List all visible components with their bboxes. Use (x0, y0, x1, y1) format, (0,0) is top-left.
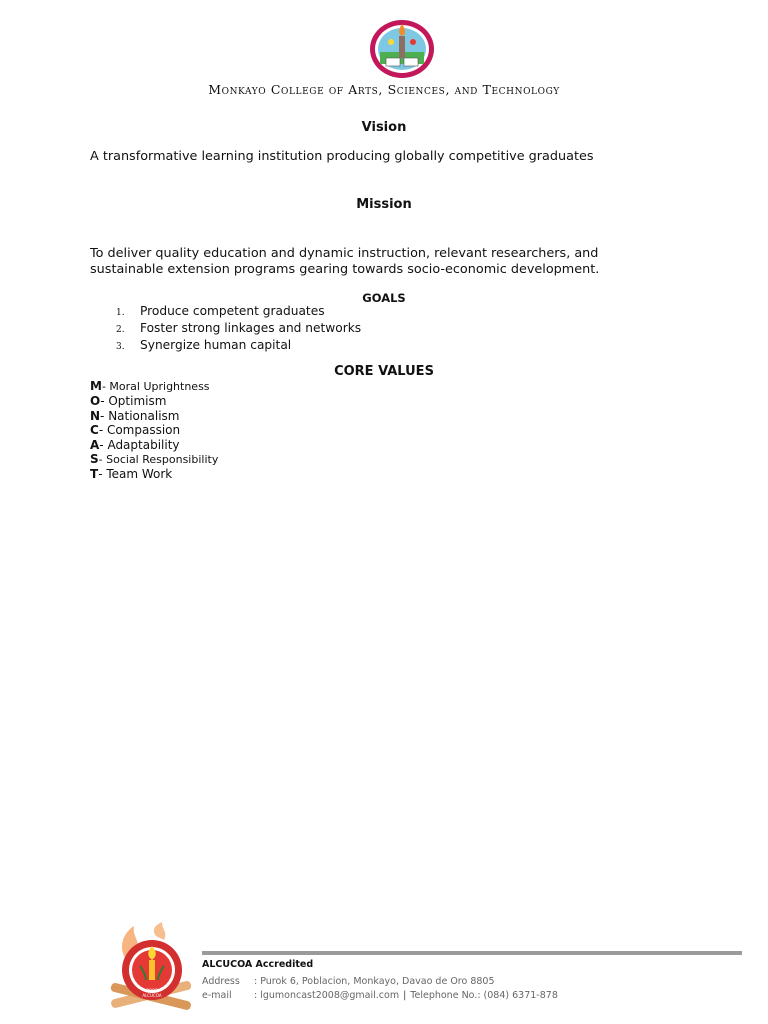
core-value-item (90, 379, 218, 394)
core-value-item (90, 452, 218, 467)
core-value-item (90, 438, 218, 452)
core-value-text: - Moral Uprightness (101, 380, 210, 393)
core-value-letter: M (90, 379, 102, 393)
logo-text: ALCUCOA (142, 993, 162, 998)
contact-line (202, 990, 558, 1001)
core-value-letter: S (90, 452, 99, 467)
mission-heading: Mission (356, 197, 412, 212)
phone-value: Telephone No.: (084) 6371-878 (410, 990, 558, 1001)
goal-text: Foster strong linkages and networks (140, 321, 362, 335)
goals-list (116, 304, 361, 355)
mission-text: To deliver quality education and dynamic instruction, relevant researchers, and sustainable extension programs gearing towards socio-economic development. (90, 246, 600, 277)
goal-item (116, 304, 361, 321)
vision-text: A transformative learning institution producing globally competitive graduates (90, 149, 594, 164)
goals-heading: GOALS (362, 291, 406, 305)
core-values-list (90, 379, 218, 482)
accreditation-label: ALCUCOA Accredited (202, 959, 314, 970)
core-value-text: - Social Responsibility (98, 453, 219, 467)
goal-item (116, 338, 361, 355)
goal-text: Produce competent graduates (140, 304, 325, 318)
core-value-text: - Optimism (100, 394, 167, 409)
core-value-item (90, 409, 218, 423)
college-name: Monkayo College of Arts, Sciences, and Technology (208, 82, 560, 97)
college-seal-logo (368, 18, 436, 80)
email-label: e-mail (202, 990, 232, 1001)
core-value-text: - Adaptability (99, 437, 180, 452)
address-line (202, 976, 495, 987)
core-value-text: - Nationalism (100, 408, 180, 423)
goal-item (116, 321, 361, 338)
email-value[interactable]: : lgumoncast2008@gmail.com (254, 990, 400, 1001)
core-value-item (90, 394, 218, 408)
alcucoa-logo (106, 922, 196, 1014)
goal-number: 1. (116, 308, 125, 318)
core-value-letter: N (90, 408, 101, 423)
core-value-letter: O (90, 394, 101, 409)
core-value-item (90, 467, 218, 481)
separator: | (403, 990, 407, 1001)
goal-number: 3. (116, 342, 125, 352)
core-value-letter: A (90, 437, 100, 452)
core-values-heading: CORE VALUES (334, 364, 434, 379)
logo-year: 2003 (146, 989, 158, 994)
goal-number: 2. (116, 325, 125, 335)
core-value-letter: C (90, 423, 99, 438)
core-value-item (90, 423, 218, 437)
goal-text: Synergize human capital (140, 338, 292, 352)
address-label: Address (202, 976, 240, 987)
core-value-letter: T (90, 467, 99, 482)
core-value-text: - Team Work (98, 467, 173, 482)
footer-divider (202, 951, 742, 955)
core-value-text: - Compassion (98, 423, 181, 438)
address-value: : Purok 6, Poblacion, Monkayo, Davao de Oro 8805 (254, 976, 495, 987)
vision-heading: Vision (361, 120, 407, 135)
